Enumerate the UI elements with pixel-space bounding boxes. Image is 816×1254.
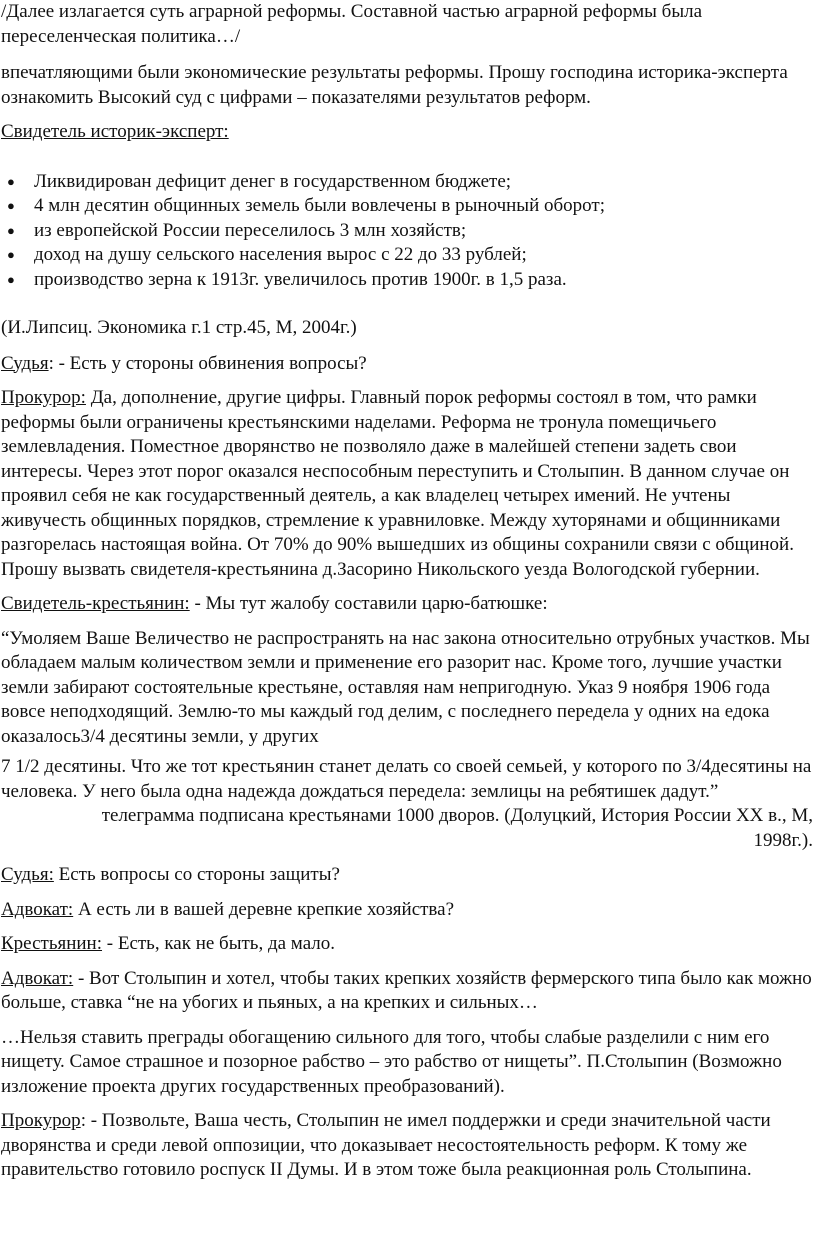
bullet-icon: ● [7,247,15,262]
list-item: ● Ликвидирован дефицит денег в государственном бюджете; [1,170,813,195]
speech-text: А есть ли в вашей деревне крепкие хозяйства? [73,898,455,920]
petition-quote-part-1: “Умоляем Ваше Величество не распространять на нас закона относительно отрубных участков. Мы обладаем малым количеством земли и применение его разорит нас. Кроме того, лучшие участки земли забирают состоятельные крестьяне, оставляя нам непригодную. Указ 9 ноября 1906 года вовсе неподходящий. Землю-то мы каждый год делим, с последнего передела у одних на едока оказалось3/4 десятины земли, у других [1,627,810,747]
speaker-label: Адвокат: [1,898,74,920]
speech-text: : - Есть у стороны обвинения вопросы? [48,352,367,374]
results-list [1,170,813,293]
peasant-answer [1,932,813,957]
stolypin-quote: …Нельзя ставить преграды обогащению сильного для того, чтобы слабые разделили с ним его нищету. Самое страшное и позорное рабство – это рабство от нищеты”. П.Столыпин (Возможно изложение проекта других государственных преобразований). [1,1026,782,1097]
lawyer-statement [1,967,813,1016]
lawyer-question [1,898,813,923]
telegram-signature-year: 1998г.). [753,829,813,851]
source-citation: (И.Липсиц. Экономика г.1 стр.45, М, 2004г.) [1,317,357,338]
speaker-label: Судья: [1,864,54,885]
speech-text: - Мы тут жалобу составили царю-батюшке: [189,593,548,614]
prosecutor-statement-2 [1,1109,813,1183]
speech-text: - Есть, как не быть, да мало. [102,933,336,954]
telegram-signature: телеграмма подписана крестьянами 1000 дворов. (Долуцкий, История России XX в., М, [101,805,813,826]
list-item: ● доход на душу сельского населения вырос с 22 до 33 рублей; [1,243,813,268]
speaker-label: Прокурор [1,1110,81,1131]
list-item: ● из европейской России переселилось 3 млн хозяйств; [1,219,813,244]
prosecutor-statement-1 [1,386,813,582]
petition-quote-part-2: 7 1/2 десятины. Что же тот крестьянин станет делать со своей семьей, у которого по 3/4десятины на человека. У него была одна надежда дождаться передела: землицы на ребятишек дадут.” [1,756,812,802]
bullet-icon: ● [7,198,15,213]
judge-question-2 [1,863,813,888]
speech-text: Есть вопросы со стороны защиты? [53,864,340,885]
peasant-witness-statement [1,592,813,617]
speech-text: : - Позвольте, Ваша честь, Столыпин не имел поддержки и среди значительной части дворянства и среди левой оппозиции, что доказывает несостоятельность реформ. К тому же правительство готовило роспуск II Думы. И в этом тоже была реакционная роль Столыпина. [1,1110,771,1180]
speaker-label: Адвокат: [1,967,74,989]
speaker-label: Крестьянин: [1,933,103,954]
judge-question-1 [1,352,813,377]
speaker-label: Судья [1,352,49,374]
bullet-icon: ● [7,271,15,287]
intro-note: /Далее излагается суть аграрной реформы. Составной частью аграрной реформы была переселенческая политика…/ [1,1,703,47]
reform-results-paragraph: впечатляющими были экономические результаты реформы. Прошу господина историка-эксперта ознакомить Высокий суд с цифрами – показателями результатов реформ. [1,62,788,108]
speaker-label: Прокурор: [1,387,86,408]
bullet-icon: ● [7,173,15,189]
list-item: ● 4 млн десятин общинных земель были вовлечены в рыночный оборот; [1,194,813,219]
witness-historian-label: Свидетель историк-эксперт: [1,121,229,142]
speaker-label: Свидетель-крестьянин: [1,593,190,614]
list-item: ● производство зерна к 1913г. увеличилось против 1900г. в 1,5 раза. [1,268,813,293]
speech-text: - Вот Столыпин и хотел, чтобы таких крепких хозяйств фермерского типа было как можно больше, ставка “не на убогих и пьяных, а на крепких и сильных… [1,967,812,1013]
speech-text: Да, дополнение, другие цифры. Главный порок реформы состоял в том, что рамки реформы были ограничены крестьянскими наделами. Реформа не тронула помещичьего землевладения. Поместное дворянство не позволяло даже в малейшей степени задеть свои интересы. Через этот порог оказался неспособным переступить и Столыпин. В данном случае он проявил себя не как государственный деятель, а как владелец четырех имений. Не учтены живучесть общинных порядков, стремление к уравниловке. Между хуторянами и общинниками разгорелась настоящая война. От 70% до 90% вышедших из общины сохранили связи с общиной. Прошу вызвать свидетеля-крестьянина д.Засорино Никольского уезда Вологодской губернии. [1,387,794,580]
bullet-icon: ● [7,222,15,238]
